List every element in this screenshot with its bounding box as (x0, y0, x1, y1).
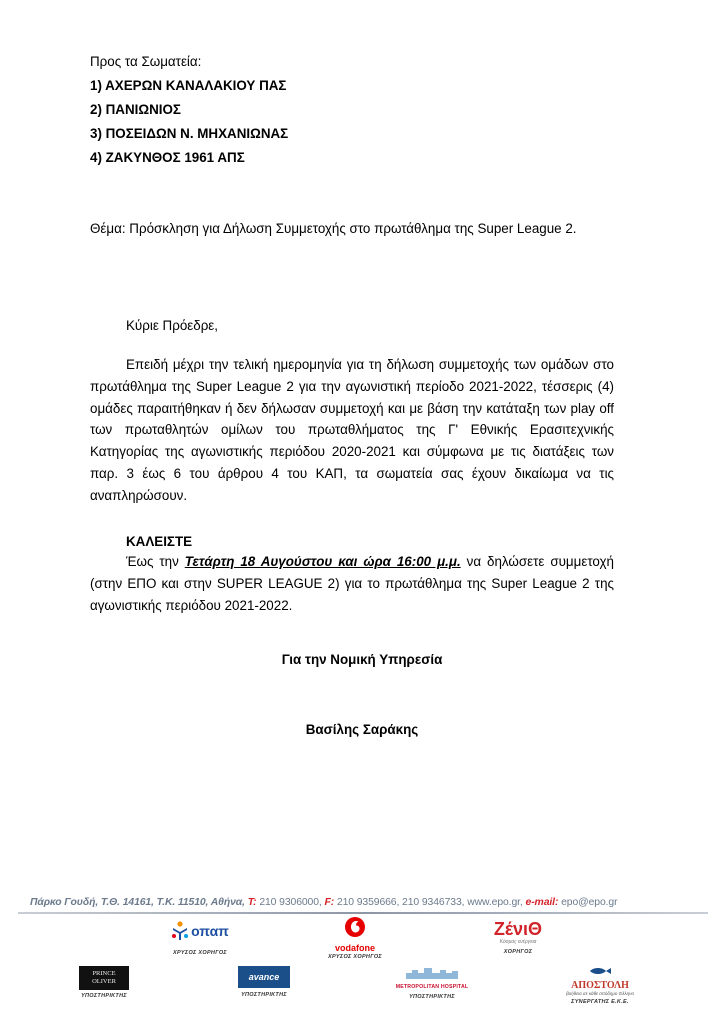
footer-t-label: T: (247, 897, 257, 908)
zenith-logo-text: ΖένιΘ (493, 919, 543, 939)
recipient-1: 1) ΑΧΕΡΩΝ ΚΑΝΑΛΑΚΙΟΥ ΠΑΣ (90, 78, 287, 93)
footer-fax: 210 9359666, 210 9346733, (336, 897, 465, 908)
sponsor-apostoli (556, 962, 644, 1005)
metropolitan-caption: ΥΠΟΣΤΗΡΙΚΤΗΣ (409, 994, 455, 1000)
metropolitan-logo-text: ΜΕΤROPOLITAN HOSPITAL (395, 984, 469, 990)
sponsor-avance (236, 966, 292, 998)
apostoli-caption: ΣΥΝΕΡΓΑΤΗΣ Ε.Κ.Ε. (571, 999, 629, 1005)
vodafone-caption: ΧΡΥΣΟΣ ΧΟΡΗΓΟΣ (328, 954, 382, 960)
zenith-caption: ΧΟΡΗΓΟΣ (503, 949, 533, 955)
sponsor-zenith (478, 919, 558, 955)
call-post: να δηλώσετε συμμετοχή (στην ΕΠΟ και στην SUPER LEAGUE 2) για το πρωτάθλημα της Super League 2 της αγωνιστικής περιόδου 2021-2022. (90, 554, 614, 613)
footer-address: Πάρκο Γουδή, Τ.Θ. 14161, Τ.Κ. 11510, Αθήνα, (30, 897, 245, 908)
deadline-text: Τετάρτη 18 Αυγούστου και ώρα 16:00 μ.μ. (184, 554, 461, 569)
apostoli-logo-text: ΑΠΟΣΤΟΛΗ (571, 980, 629, 991)
avance-logo-text: avance (238, 966, 290, 988)
opap-logo-text: οπαπ (191, 923, 229, 939)
sponsor-opap (150, 918, 250, 956)
footer-email-label: e-mail: (525, 897, 559, 908)
recipient-2: 2) ΠΑΝΙΩΝΙΟΣ (90, 102, 181, 117)
footer-f-label: F: (324, 897, 335, 908)
body-paragraph: Επειδή μέχρι την τελική ημερομηνία για τη δήλωση συμμετοχής των ομάδων στο πρωτάθλημα της Super League 2 για την αγωνιστική περίοδο 2021-2022, τέσσερις (4) ομάδες παραιτήθηκαν ή δεν δήλωσαν συμμετοχή και με βάση την κατάταξη των play off των πρωταθλητών ομίλων του πρωταθλήματος της Γ' Εθνικής Ερασιτεχνικής Κατηγορίας της αγωνιστικής περιόδου 2020-2021 και σύμφωνα με τις διατάξεις των παρ. 3 έως 6 του άρθρου 4 του ΚΑΠ, τα σωματεία σας έχουν δικαίωμα να τις αναπληρώσουν. (90, 357, 614, 503)
footer-email[interactable]: epo@epo.gr (561, 897, 618, 908)
vodafone-logo-icon (344, 916, 366, 938)
subject-line: Θέμα: Πρόσκληση για Δήλωση Συμμετοχής στο πρωτάθλημα της Super League 2. (90, 221, 577, 236)
metropolitan-skyline-icon (402, 967, 462, 979)
vodafone-logo-text: vodafone (334, 943, 375, 953)
avance-caption: ΥΠΟΣΤΗΡΙΚΤΗΣ (241, 992, 287, 998)
sponsor-metropolitan (392, 966, 472, 1000)
footer-divider (18, 912, 708, 914)
opap-caption: ΧΡΥΣΟΣ ΧΟΡΗΓΟΣ (173, 950, 227, 956)
recipient-3: 3) ΠΟΣΕΙΔΩΝ Ν. ΜΗΧΑΝΙΩΝΑΣ (90, 126, 289, 141)
salutation: Κύριε Πρόεδρε, (126, 318, 219, 333)
opap-logo-icon (171, 921, 189, 941)
call-pre: Έως την (126, 554, 185, 569)
signature-name: Βασίλης Σαράκης (305, 722, 419, 737)
signature-department: Για την Νομική Υπηρεσία (281, 652, 443, 667)
apostoli-tagline: βοήθεια σε κάθε απόδημο Έλληνα (566, 991, 634, 996)
apostoli-fish-icon (588, 967, 612, 975)
call-paragraph (90, 551, 614, 616)
sponsor-prince-oliver (76, 966, 132, 999)
sponsor-vodafone (315, 916, 395, 960)
recipient-4: 4) ΖΑΚΥΝΘΟΣ 1961 ΑΠΣ (90, 150, 245, 165)
prince-oliver-caption: ΥΠΟΣΤΗΡΙΚΤΗΣ (81, 993, 127, 999)
footer-phone: 210 9306000, (259, 897, 322, 908)
footer-contact (30, 893, 702, 913)
call-heading: ΚΑΛΕΙΣΤΕ (126, 534, 193, 549)
zenith-tagline: Κόσμος ενέργεια (499, 939, 537, 945)
recipients-intro: Προς τα Σωματεία: (90, 54, 202, 69)
footer-web[interactable]: www.epo.gr, (467, 897, 523, 908)
prince-oliver-logo-text: PRINCE OLIVER (79, 966, 129, 990)
